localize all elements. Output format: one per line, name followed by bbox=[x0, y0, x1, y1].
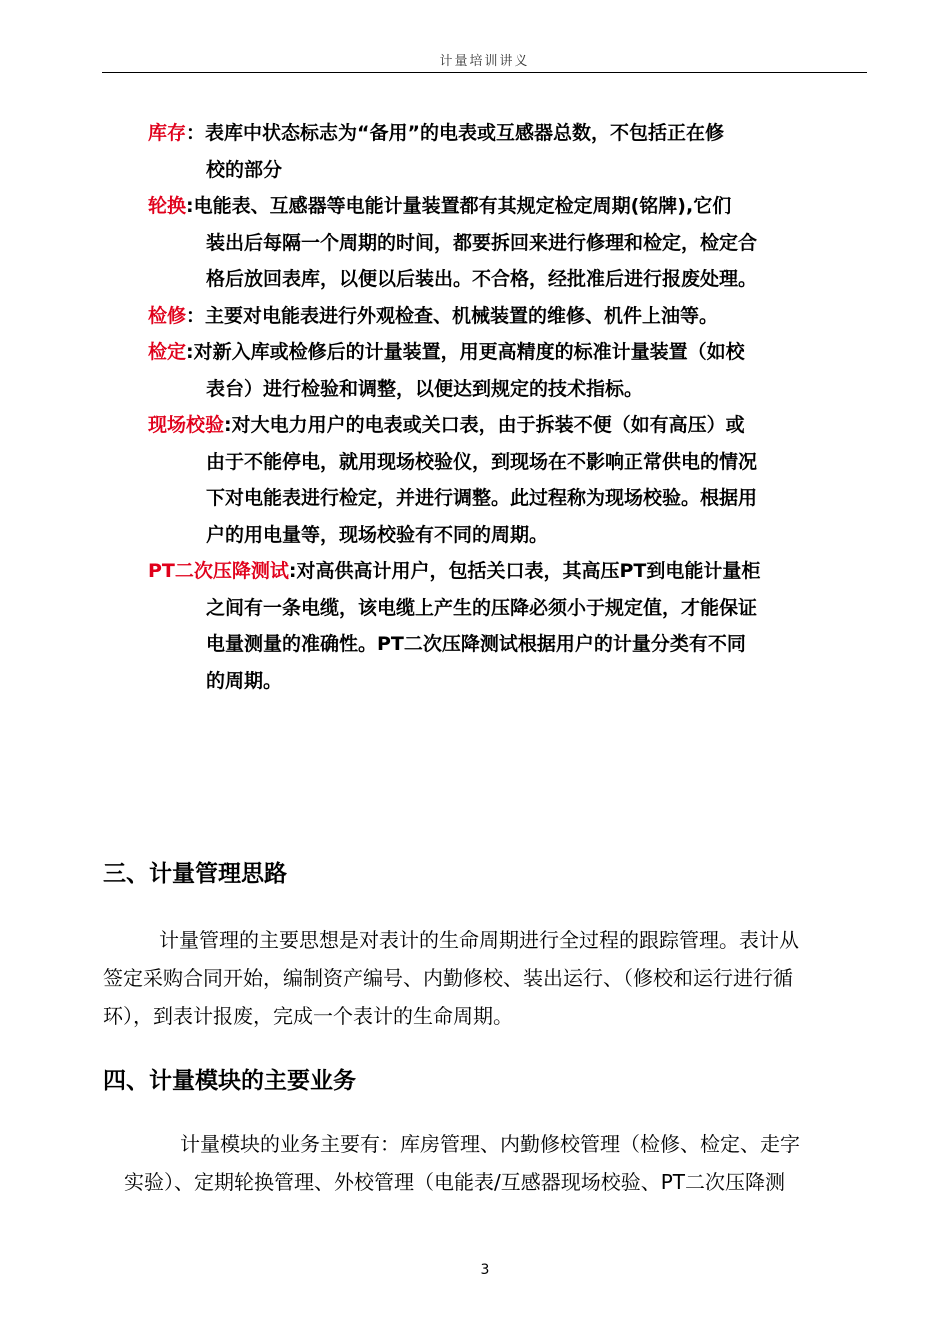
page-number: 3 bbox=[480, 1262, 490, 1278]
definition-text: 校的部分 bbox=[206, 158, 283, 181]
definition-text: 之间有一条电缆，该电缆上产生的压降必须小于规定值，才能保证 bbox=[206, 596, 758, 619]
definition-text: :对大电力用户的电表或关口表，由于拆装不便（如有高压）或 bbox=[224, 414, 745, 436]
section-heading: 三、计量管理思路 bbox=[103, 861, 287, 887]
page-header: 计量培训讲义 bbox=[439, 54, 530, 69]
definition-term: 轮换 bbox=[148, 195, 187, 217]
definition-text: :对高供高计用户，包括关口表，其高压PT到电能计量柜 bbox=[288, 560, 761, 582]
definition-entry bbox=[148, 334, 848, 407]
definition-term: 库存 bbox=[148, 122, 187, 144]
definition-text: :电能表、互感器等电能计量装置都有其规定检定周期(铭牌),它们 bbox=[186, 195, 732, 217]
definition-text: 户的用电量等，现场校验有不同的周期。 bbox=[206, 523, 549, 546]
definition-term: 现场校验 bbox=[148, 414, 225, 436]
paragraph-line: 计量管理的主要思想是对表计的生命周期进行全过程的跟踪管理。表计从 bbox=[159, 928, 799, 952]
definition-text: ：表库中状态标志为“备用”的电表或互感器总数，不包括正在修 bbox=[186, 122, 724, 144]
paragraph-line: 计量模块的业务主要有：库房管理、内勤修校管理（检修、检定、走字 bbox=[180, 1132, 800, 1156]
definition-entry bbox=[148, 188, 848, 298]
definition-text: 装出后每隔一个周期的时间，都要拆回来进行修理和检定，检定合 bbox=[206, 231, 758, 254]
section-paragraph bbox=[103, 921, 873, 1035]
paragraph-line: 环），到表计报废，完成一个表计的生命周期。 bbox=[103, 1004, 513, 1028]
paragraph-line: 实验）、定期轮换管理、外校管理（电能表/互感器现场校验、PT二次压降测 bbox=[124, 1170, 786, 1194]
section-paragraph bbox=[124, 1125, 894, 1201]
definition-text: 由于不能停电，就用现场校验仪，到现场在不影响正常供电的情况 bbox=[206, 450, 758, 473]
definition-text: 下对电能表进行检定，并进行调整。此过程称为现场校验。根据用 bbox=[206, 487, 758, 509]
definition-term: 检修 bbox=[148, 304, 187, 327]
paragraph-line: 签定采购合同开始，编制资产编号、内勤修校、装出运行、（修校和运行进行循 bbox=[103, 966, 793, 990]
definition-text: 格后放回表库，以便以后装出。不合格，经批准后进行报废处理。 bbox=[206, 268, 758, 290]
definition-text: 的周期。 bbox=[206, 669, 283, 692]
definition-list bbox=[148, 115, 848, 699]
definition-text: ：主要对电能表进行外观检查、机械装置的维修、机件上油等。 bbox=[186, 304, 719, 327]
definition-term: PT二次压降测试 bbox=[148, 560, 289, 582]
definition-term: 检定 bbox=[148, 341, 187, 363]
definition-entry bbox=[148, 407, 848, 553]
definition-entry bbox=[148, 298, 848, 335]
section-heading: 四、计量模块的主要业务 bbox=[103, 1068, 356, 1094]
definition-entry bbox=[148, 553, 848, 699]
definition-text: 电量测量的准确性。PT二次压降测试根据用户的计量分类有不同 bbox=[206, 633, 746, 655]
header-rule bbox=[102, 72, 867, 73]
definition-text: 表台）进行检验和调整，以便达到规定的技术指标。 bbox=[206, 377, 644, 400]
definition-entry bbox=[148, 115, 848, 188]
definition-text: :对新入库或检修后的计量装置，用更高精度的标准计量装置（如校 bbox=[186, 341, 745, 363]
